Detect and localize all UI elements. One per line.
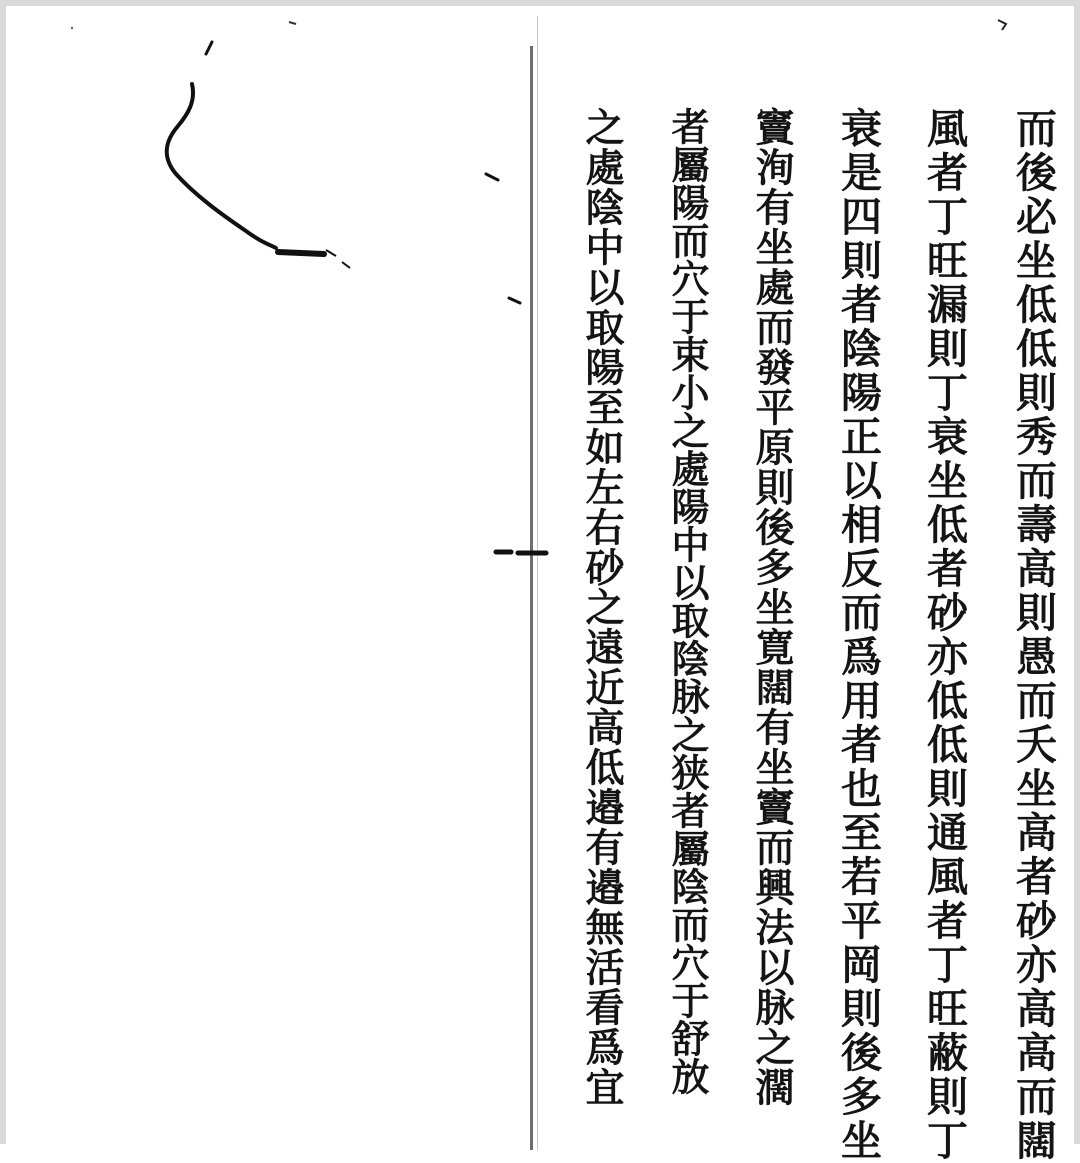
text-column-6: 之處陰中以取陽至如左右砂之遠近高低邉有邉無活看爲宜 [579,107,625,1107]
text-column-1: 而後必坐低低則秀而壽高則愚而夭坐高者砂亦高高而闊 [1009,107,1057,1163]
ink-stain-marks [6,6,566,626]
text-column-4: 竇洵有坐處而發平原則後多坐寛闊有坐竇而興法以脉之濶 [749,107,795,1107]
text-column-5: 者屬陽而穴于束小之處陽中以取陰脉之狭者屬陰而穴于舒放 [665,107,710,1095]
right-page-text [534,12,1080,1163]
text-column-2: 風者丁旺漏則丁衰坐低者砂亦低低則通風者丁旺蔽則丁 [920,107,968,1163]
text-column-3: 衰是四則者陰陽正以相反而爲用者也至若平岡則後多坐 [834,107,882,1163]
